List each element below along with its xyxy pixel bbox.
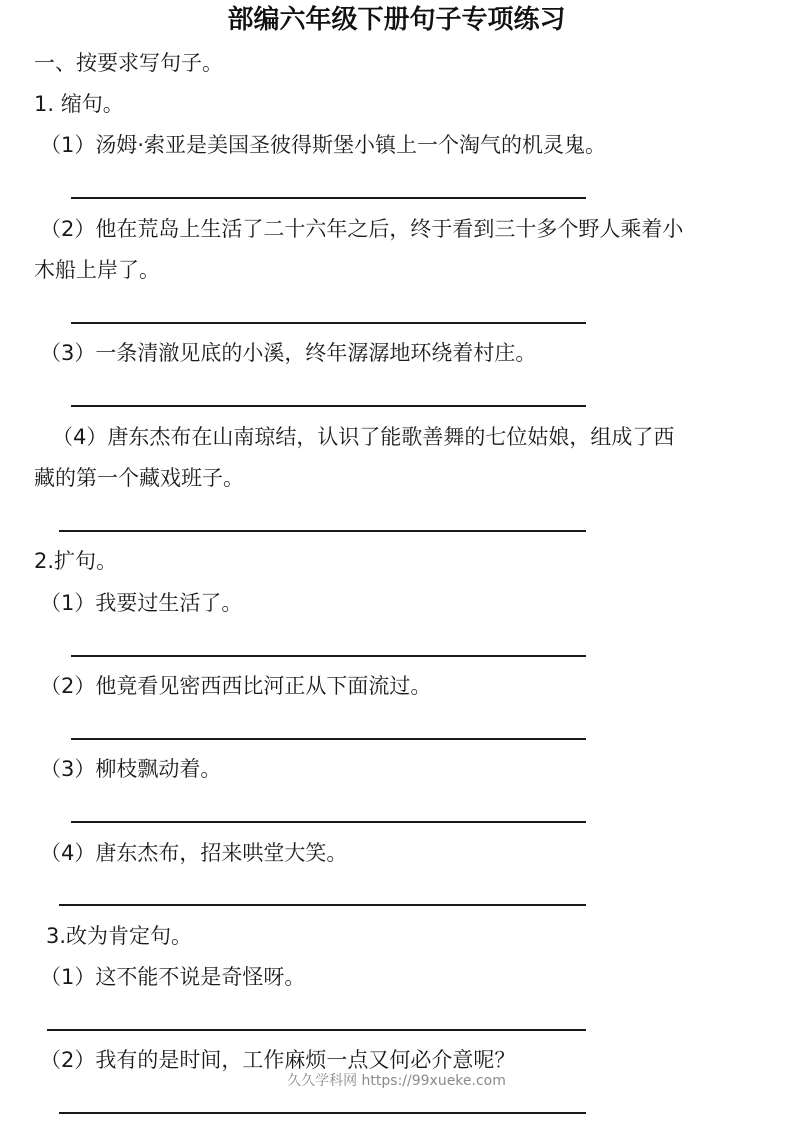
watermark: 久久学科网 https://99xueke.com — [287, 1073, 506, 1089]
answer-line[interactable] — [71, 655, 586, 657]
part-heading: 1. 缩句。 — [34, 92, 124, 116]
question-text: （2）我有的是时间，工作麻烦一点又何必介意呢？ — [40, 1048, 516, 1072]
question-text: （1）汤姆·索亚是美国圣彼得斯堡小镇上一个淘气的机灵鬼。 — [40, 133, 607, 157]
question-text: （3）柳枝飘动着。 — [40, 757, 222, 781]
question-text: （1）我要过生活了。 — [40, 591, 243, 615]
question-text: （2）他在荒岛上生活了二十六年之后，终于看到三十多个野人乘着小 — [40, 217, 684, 241]
question-text: （3）一条清澈见底的小溪，终年潺潺地环绕着村庄。 — [40, 341, 537, 365]
part-heading: 2.扩句。 — [34, 549, 118, 573]
question-text-continued: 木船上岸了。 — [34, 258, 160, 282]
question-text-continued: 藏的第一个藏戏班子。 — [34, 466, 244, 490]
answer-line[interactable] — [59, 530, 586, 532]
answer-line[interactable] — [71, 405, 586, 407]
answer-line[interactable] — [59, 1112, 586, 1114]
question-text: （4）唐东杰布在山南琼结，认识了能歌善舞的七位姑娘，组成了西 — [52, 425, 675, 449]
question-text: （1）这不能不说是奇怪呀。 — [40, 965, 306, 989]
question-text: （4）唐东杰布，招来哄堂大笑。 — [40, 841, 348, 865]
answer-line[interactable] — [71, 322, 586, 324]
part-heading: 3.改为肯定句。 — [46, 924, 193, 948]
question-text: （2）他竟看见密西西比河正从下面流过。 — [40, 674, 432, 698]
answer-line[interactable] — [71, 821, 586, 823]
page-title: 部编六年级下册句子专项练习 — [227, 5, 566, 35]
answer-line[interactable] — [71, 197, 586, 199]
section-heading: 一、按要求写句子。 — [34, 51, 223, 75]
answer-line[interactable] — [71, 738, 586, 740]
answer-line[interactable] — [47, 1029, 586, 1031]
answer-line[interactable] — [59, 904, 586, 906]
